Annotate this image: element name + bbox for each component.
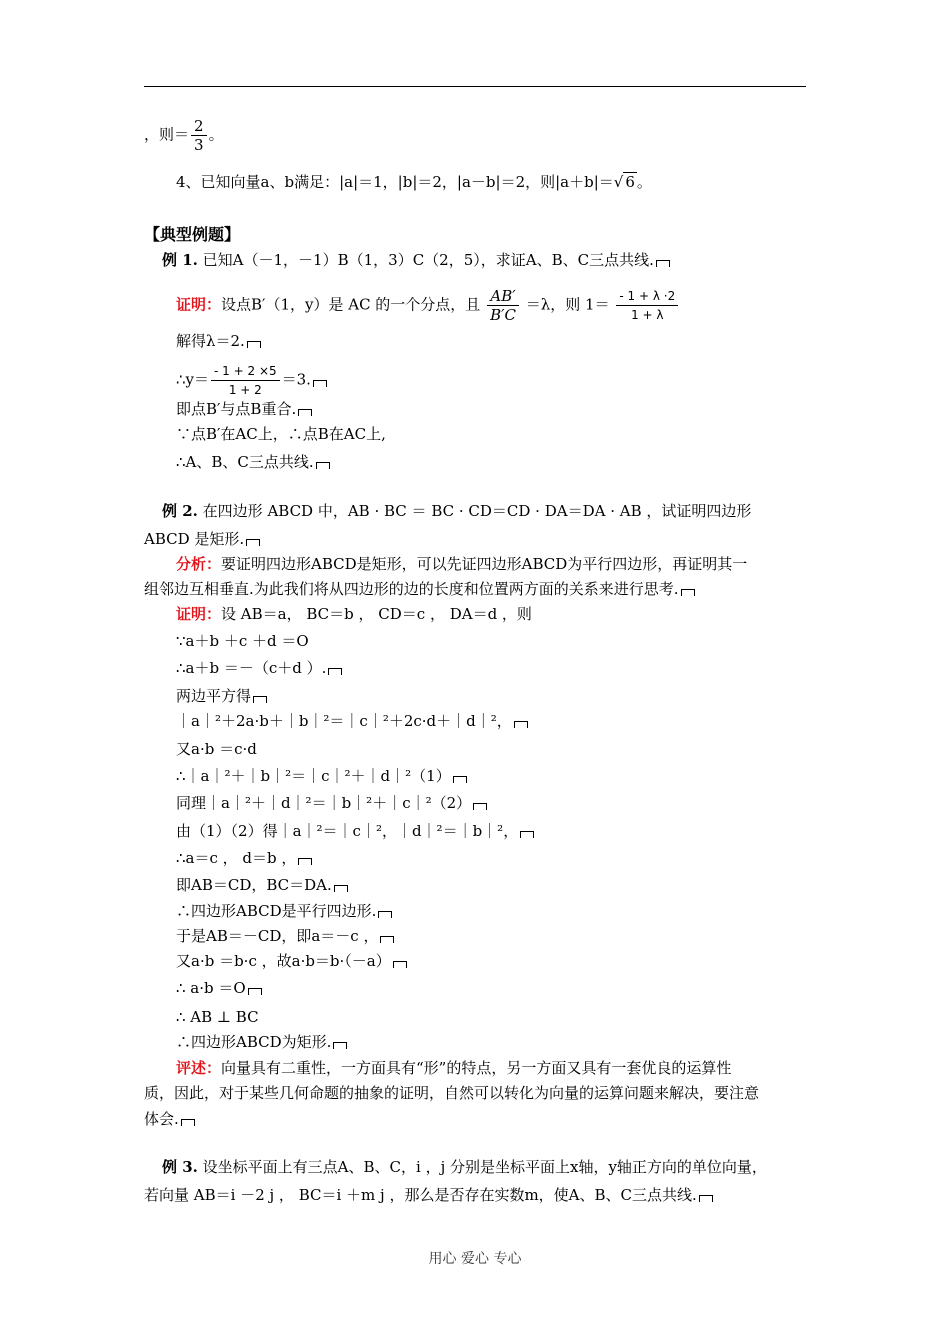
ex2-proof-line-8: 由（1）（2）得｜a｜²＝｜c｜²，｜d｜²＝｜b｜²， [176, 820, 534, 842]
ex2-analysis-a: 分析：要证明四边形ABCD是矩形，可以先证四边形ABCD为平行四边形，再证明其一 [176, 555, 748, 573]
ex2-proof-line-4: ｜a｜²＋2a·b＋｜b｜²＝｜c｜²＋2c·d＋｜d｜²， [176, 710, 528, 732]
ex2-proof-line-14: ∴ a·b ＝O [176, 977, 262, 999]
top-line-2: 4、已知向量a、b满足：|a|＝1，|b|＝2，|a－b|＝2，则|a＋b|＝√ 6 。 [176, 173, 652, 191]
ex1-step-3: 即点B′与点B重合. [176, 398, 312, 420]
ex1-problem: 例 1. 已知A（－1，－1）B（1，3）C（2，5），求证A、B、C三点共线. [162, 249, 670, 271]
ex2-proof-line-1: ∵a＋b ＋c ＋d ＝O [176, 632, 309, 650]
ex2-problem-b: ABCD 是矩形. [144, 528, 260, 550]
ex2-proof-line-16: ∴四边形ABCD为矩形. [176, 1031, 347, 1053]
ex2-proof-line-7: 同理｜a｜²＋｜d｜²＝｜b｜²＋｜c｜²（2） [176, 792, 487, 814]
ex2-proof-line-13: 又a·b ＝b·c ，故a·b＝b·（－a） [176, 950, 407, 972]
ex2-proof-line-10: 即AB＝CD，BC＝DA. [176, 874, 348, 896]
ex2-review-c: 体会. [144, 1108, 195, 1130]
page-footer: 用心 爱心 专心 [428, 1251, 522, 1267]
ex2-proof-line-12: 于是AB＝－CD，即a＝－c ， [176, 925, 394, 947]
ex2-problem-a: 例 2. 在四边形 ABCD 中，AB · BC ＝ BC · CD＝CD · DA＝DA · AB ，试证明四边形 [162, 502, 752, 520]
top-line-1: ，则＝ $\frac{2}{3}$ 。 [144, 117, 224, 154]
ex2-proof-line-3: 两边平方得 [176, 685, 267, 707]
ex2-proof-line-0: 证明：设 AB＝a， BC＝b ， CD＝c ， DA＝d ，则 [176, 605, 532, 623]
ex2-proof-line-6: ∴｜a｜²＋｜b｜²＝｜c｜²＋｜d｜²（1） [176, 765, 467, 787]
ex3-line-a: 例 3. 设坐标平面上有三点A、B、C，i ，j 分别是坐标平面上x轴，y轴正方向的单位向量， [162, 1158, 767, 1176]
section-title: 【典型例题】 [144, 225, 241, 244]
ex1-step-1: 解得λ＝2. [176, 330, 261, 352]
ex1-proof-line: 证明：设点B′（1，y）是 AC 的一个分点，且 $\frac{AB'}{B'C}$ ＝λ，则 1＝ $\frac{- 1 + \lambda \cdot 2}{1 + \lambda}$ [176, 287, 680, 324]
ex2-review-a: 评述：向量具有二重性，一方面具有“形”的特点，另一方面又具有一套优良的运算性 [176, 1059, 732, 1077]
ex2-analysis-b: 组邻边互相垂直.为此我们将从四边形的边的长度和位置两方面的关系来进行思考. [144, 578, 695, 600]
ex2-proof-line-11: ∴四边形ABCD是平行四边形. [176, 900, 392, 922]
ex1-step-5: ∴A、B、C三点共线. [176, 451, 330, 473]
header-rule [144, 86, 806, 87]
ex1-step-4: ∵点B′在AC上，∴点B在AC上, [176, 425, 386, 443]
ex2-proof-line-5: 又a·b ＝c·d [176, 740, 257, 758]
ex2-proof-line-9: ∴a＝c ， d＝b ， [176, 847, 312, 869]
ex1-step-2: ∴y＝ $\frac{- 1 + 2 \times 5}{1 + 2}$ ＝3. [176, 362, 327, 399]
ex2-proof-line-15: ∴ AB ⊥ BC [176, 1008, 259, 1026]
fraction-two-thirds: $\frac{2}{3}$ [191, 117, 207, 154]
ex2-proof-line-2: ∴a＋b ＝－（c＋d ）. [176, 657, 342, 679]
ex2-review-b: 质，因此，对于某些几何命题的抽象的证明，自然可以转化为向量的运算问题来解决，要注意 [144, 1084, 760, 1102]
ex3-line-b: 若向量 AB＝i －2 j ， BC＝i ＋m j ，那么是否存在实数m，使A、B、C三点共线. [144, 1184, 713, 1206]
